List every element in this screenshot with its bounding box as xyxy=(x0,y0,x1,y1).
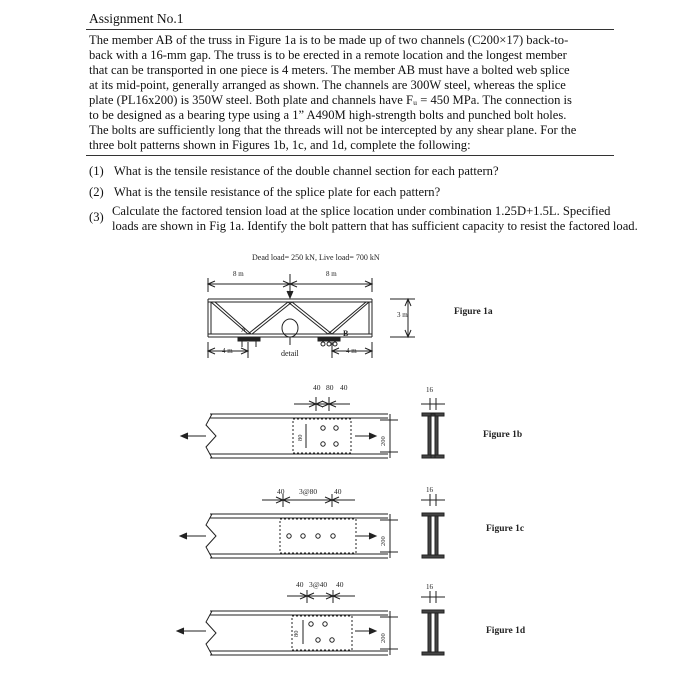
load-label: Dead load= 250 kN, Live load= 700 kN xyxy=(252,253,380,262)
question-number: (3) xyxy=(89,210,104,224)
figure-1b xyxy=(181,383,522,458)
height-dim: 200 xyxy=(380,536,387,546)
plate-dim: 16 xyxy=(426,386,433,394)
node-a-label: A xyxy=(241,326,247,334)
question-text: What is the tensile resistance of the double channel section for each pattern? xyxy=(113,164,499,178)
bottom-right-dim: 4 m xyxy=(346,347,357,355)
bolt-hole xyxy=(287,534,291,538)
figure-1c xyxy=(180,486,524,558)
question-number: (2) xyxy=(89,185,104,199)
question-text-continued: loads are shown in Fig 1a. Identify the bolt pattern that has sufficient capacity to resist the factored load. xyxy=(112,219,638,233)
diagonal xyxy=(288,302,328,334)
bolt-hole xyxy=(316,638,320,642)
span-right-label: 8 m xyxy=(326,270,337,278)
bolt-hole xyxy=(323,622,327,626)
figure-1d xyxy=(177,580,526,655)
paragraph-line: that can be transported in one piece is 4 meters. The member AB must have a bolted web splice xyxy=(89,63,570,77)
load-arrowhead xyxy=(287,291,293,298)
dim-label: 80 xyxy=(326,383,334,392)
plate-dim: 16 xyxy=(426,583,433,591)
figure-1a-caption: Figure 1a xyxy=(454,307,493,317)
figure-1a xyxy=(208,253,493,358)
height-dim: 200 xyxy=(380,633,387,643)
splice-plate xyxy=(292,616,352,650)
dim-label: 40 xyxy=(277,487,285,496)
paragraph-line: The member AB of the truss in Figure 1a is to be made up of two channels (C200×17) back-to- xyxy=(89,33,569,47)
assignment-title: Assignment No.1 xyxy=(89,11,184,26)
support-right xyxy=(318,338,340,341)
question-number: (1) xyxy=(89,164,104,178)
paragraph-line: plate (PL16x200) is 350W steel. Both plate and channels have Fᵤ = 450 MPa. The connection is xyxy=(89,93,572,107)
bolt-hole xyxy=(334,426,338,430)
bolt-hole xyxy=(321,442,325,446)
bolt-hole xyxy=(331,534,335,538)
span-left-label: 8 m xyxy=(233,270,244,278)
bottom-left-dim: 4 m xyxy=(222,347,233,355)
dim-label: 40 xyxy=(313,383,321,392)
vertical-dim: 80 xyxy=(297,434,304,441)
dim-label: 40 xyxy=(334,487,342,496)
bolt-hole xyxy=(309,622,313,626)
break-line xyxy=(206,611,216,655)
bolt-hole xyxy=(316,534,320,538)
paragraph-line: to be designed as a bearing type using a 1” A490M high-strength bolts and punched bolt holes. xyxy=(89,108,567,122)
node-b-label: B xyxy=(343,329,349,338)
dim-label: 3@80 xyxy=(299,487,318,496)
height-dim: 3 m xyxy=(397,311,408,319)
figure-1b-caption: Figure 1b xyxy=(483,430,523,440)
height-dim: 200 xyxy=(380,436,387,446)
paragraph-line: The bolts are sufficiently long that the threads will not be intercepted by any shear plane. For the xyxy=(89,123,577,137)
bolt-hole xyxy=(321,426,325,430)
plate-dim: 16 xyxy=(426,486,433,494)
paragraph-line: three bolt patterns shown in Figures 1b, 1c, and 1d, complete the following: xyxy=(89,138,471,152)
break-line xyxy=(206,414,216,458)
detail-label: detail xyxy=(281,349,299,358)
figure-1d-caption: Figure 1d xyxy=(486,626,526,636)
bolt-hole xyxy=(301,534,305,538)
dim-label: 3@40 xyxy=(309,580,328,589)
vertical-dim: 80 xyxy=(293,630,300,637)
figure-1c-caption: Figure 1c xyxy=(486,524,525,534)
dim-label: 40 xyxy=(296,580,304,589)
bolt-hole xyxy=(334,442,338,446)
support-left xyxy=(238,338,260,341)
paragraph-line: at its mid-point, generally arranged as shown. The channels are 300W steel, whereas the splice xyxy=(89,78,566,92)
break-line xyxy=(206,514,216,558)
question-text: What is the tensile resistance of the splice plate for each pattern? xyxy=(113,185,441,199)
question-text: Calculate the factored tension load at the splice location under combination 1.25D+1.5L. Specified xyxy=(112,204,611,218)
dim-label: 40 xyxy=(340,383,348,392)
dim-label: 40 xyxy=(336,580,344,589)
paragraph-line: back with a 16-mm gap. The truss is to be erected in a remote location and the longest member xyxy=(89,48,567,62)
bolt-hole xyxy=(330,638,334,642)
